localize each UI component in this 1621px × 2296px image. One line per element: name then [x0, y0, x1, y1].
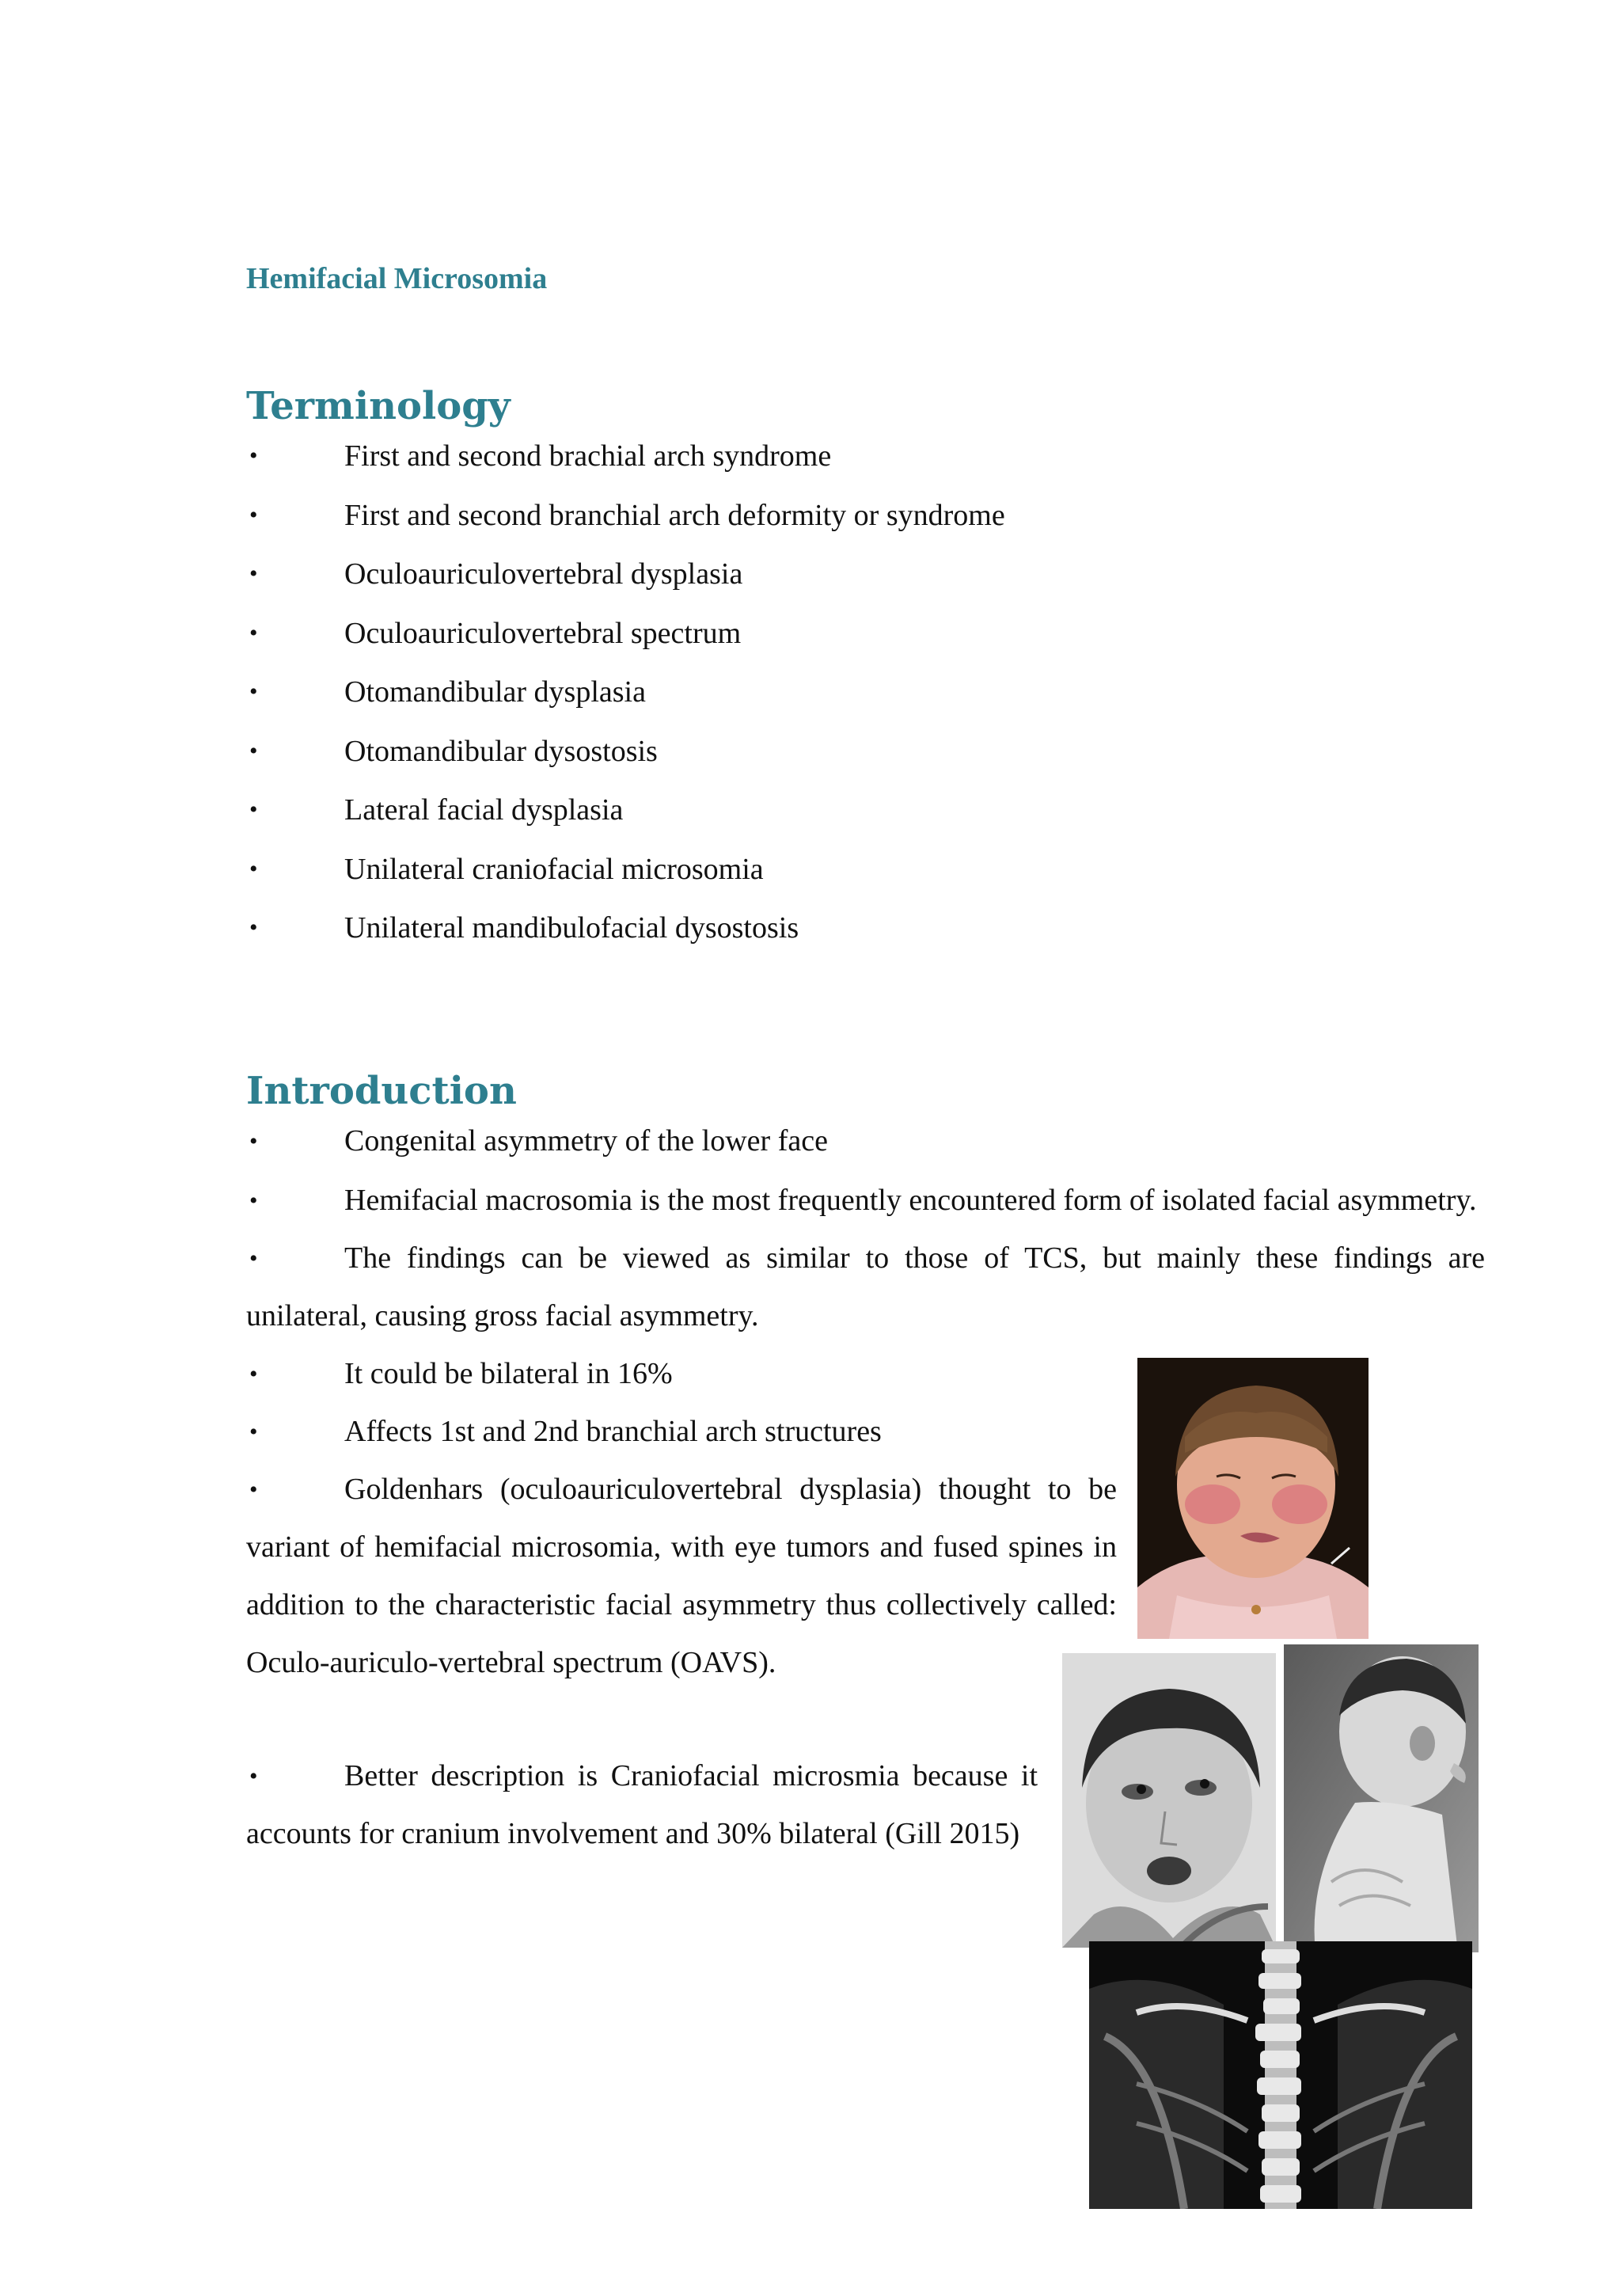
bullet-icon: •: [249, 1188, 258, 1214]
bullet-icon: •: [249, 796, 258, 823]
term-text: Lateral facial dysplasia: [344, 793, 624, 827]
intro-paragraph: • Better description is Craniofacial microsmia because it accounts for cranium involvement and 30% bilateral (Gill 2015): [246, 1747, 1038, 1863]
bullet-icon: •: [249, 619, 258, 646]
bullet-icon: •: [249, 679, 258, 705]
list-item: [246, 486, 1005, 545]
bullet-icon: •: [249, 561, 258, 587]
term-text: First and second branchial arch deformity or syndrome: [344, 498, 1005, 532]
document-title: Hemifacial Microsomia: [246, 262, 548, 295]
term-text: Oculoauriculovertebral spectrum: [344, 616, 742, 650]
list-item: [246, 722, 1005, 781]
term-text: Otomandibular dysplasia: [344, 675, 646, 709]
intro-paragraph: • Hemifacial macrosomia is the most frequently encountered form of isolated facial asymmetry.: [246, 1172, 1485, 1230]
child-profile-bw-photo: [1284, 1644, 1479, 1952]
intro-paragraph: • The findings can be viewed as similar to those of TCS, but mainly these findings are unilateral, causing gross facial asymmetry.: [246, 1230, 1485, 1345]
bullet-icon: •: [249, 914, 258, 941]
introduction-heading: Introduction: [246, 1069, 517, 1113]
list-item: [246, 604, 1005, 663]
intro-paragraph: • Goldenhars (oculoauriculovertebral dysplasia) thought to be variant of hemifacial microsomia, with eye tumors and fused spines in addition to the characteristic facial asymmetry thus collectively called: Oculo-auriculo-vertebral spectrum (OAVS).: [246, 1461, 1117, 1692]
term-text: Oculoauriculovertebral dysplasia: [344, 557, 743, 591]
list-item: [246, 781, 1005, 840]
term-text: Unilateral craniofacial microsomia: [344, 852, 764, 886]
bullet-icon: •: [249, 443, 258, 469]
intro-paragraph: • It could be bilateral in 16%: [246, 1345, 1485, 1403]
child-face-bw-photo: [1062, 1653, 1276, 1948]
bullet-icon: •: [249, 1245, 258, 1272]
terminology-list: [246, 427, 1005, 958]
list-item: [246, 545, 1005, 604]
bullet-icon: •: [249, 1128, 258, 1154]
term-text: Otomandibular dysostosis: [344, 734, 658, 768]
list-item: [246, 899, 1005, 958]
bullet-icon: •: [249, 1419, 258, 1445]
intro-paragraph: • Affects 1st and 2nd branchial arch structures: [246, 1403, 1485, 1461]
bullet-icon: •: [249, 501, 258, 528]
bullet-icon: •: [249, 855, 258, 882]
term-text: First and second brachial arch syndrome: [344, 439, 832, 473]
spine-xray-image: [1089, 1941, 1472, 2209]
list-item: [246, 840, 1005, 899]
list-item: [246, 663, 1005, 722]
intro-paragraph: • Congenital asymmetry of the lower face: [246, 1112, 1485, 1170]
bullet-icon: •: [249, 1763, 258, 1789]
bullet-icon: •: [249, 737, 258, 764]
child-face-color-photo: [1137, 1358, 1369, 1639]
bullet-icon: •: [249, 1361, 258, 1387]
list-item: [246, 427, 1005, 486]
terminology-heading: Terminology: [246, 384, 511, 428]
term-text: Unilateral mandibulofacial dysostosis: [344, 911, 799, 945]
bullet-icon: •: [249, 1477, 258, 1503]
